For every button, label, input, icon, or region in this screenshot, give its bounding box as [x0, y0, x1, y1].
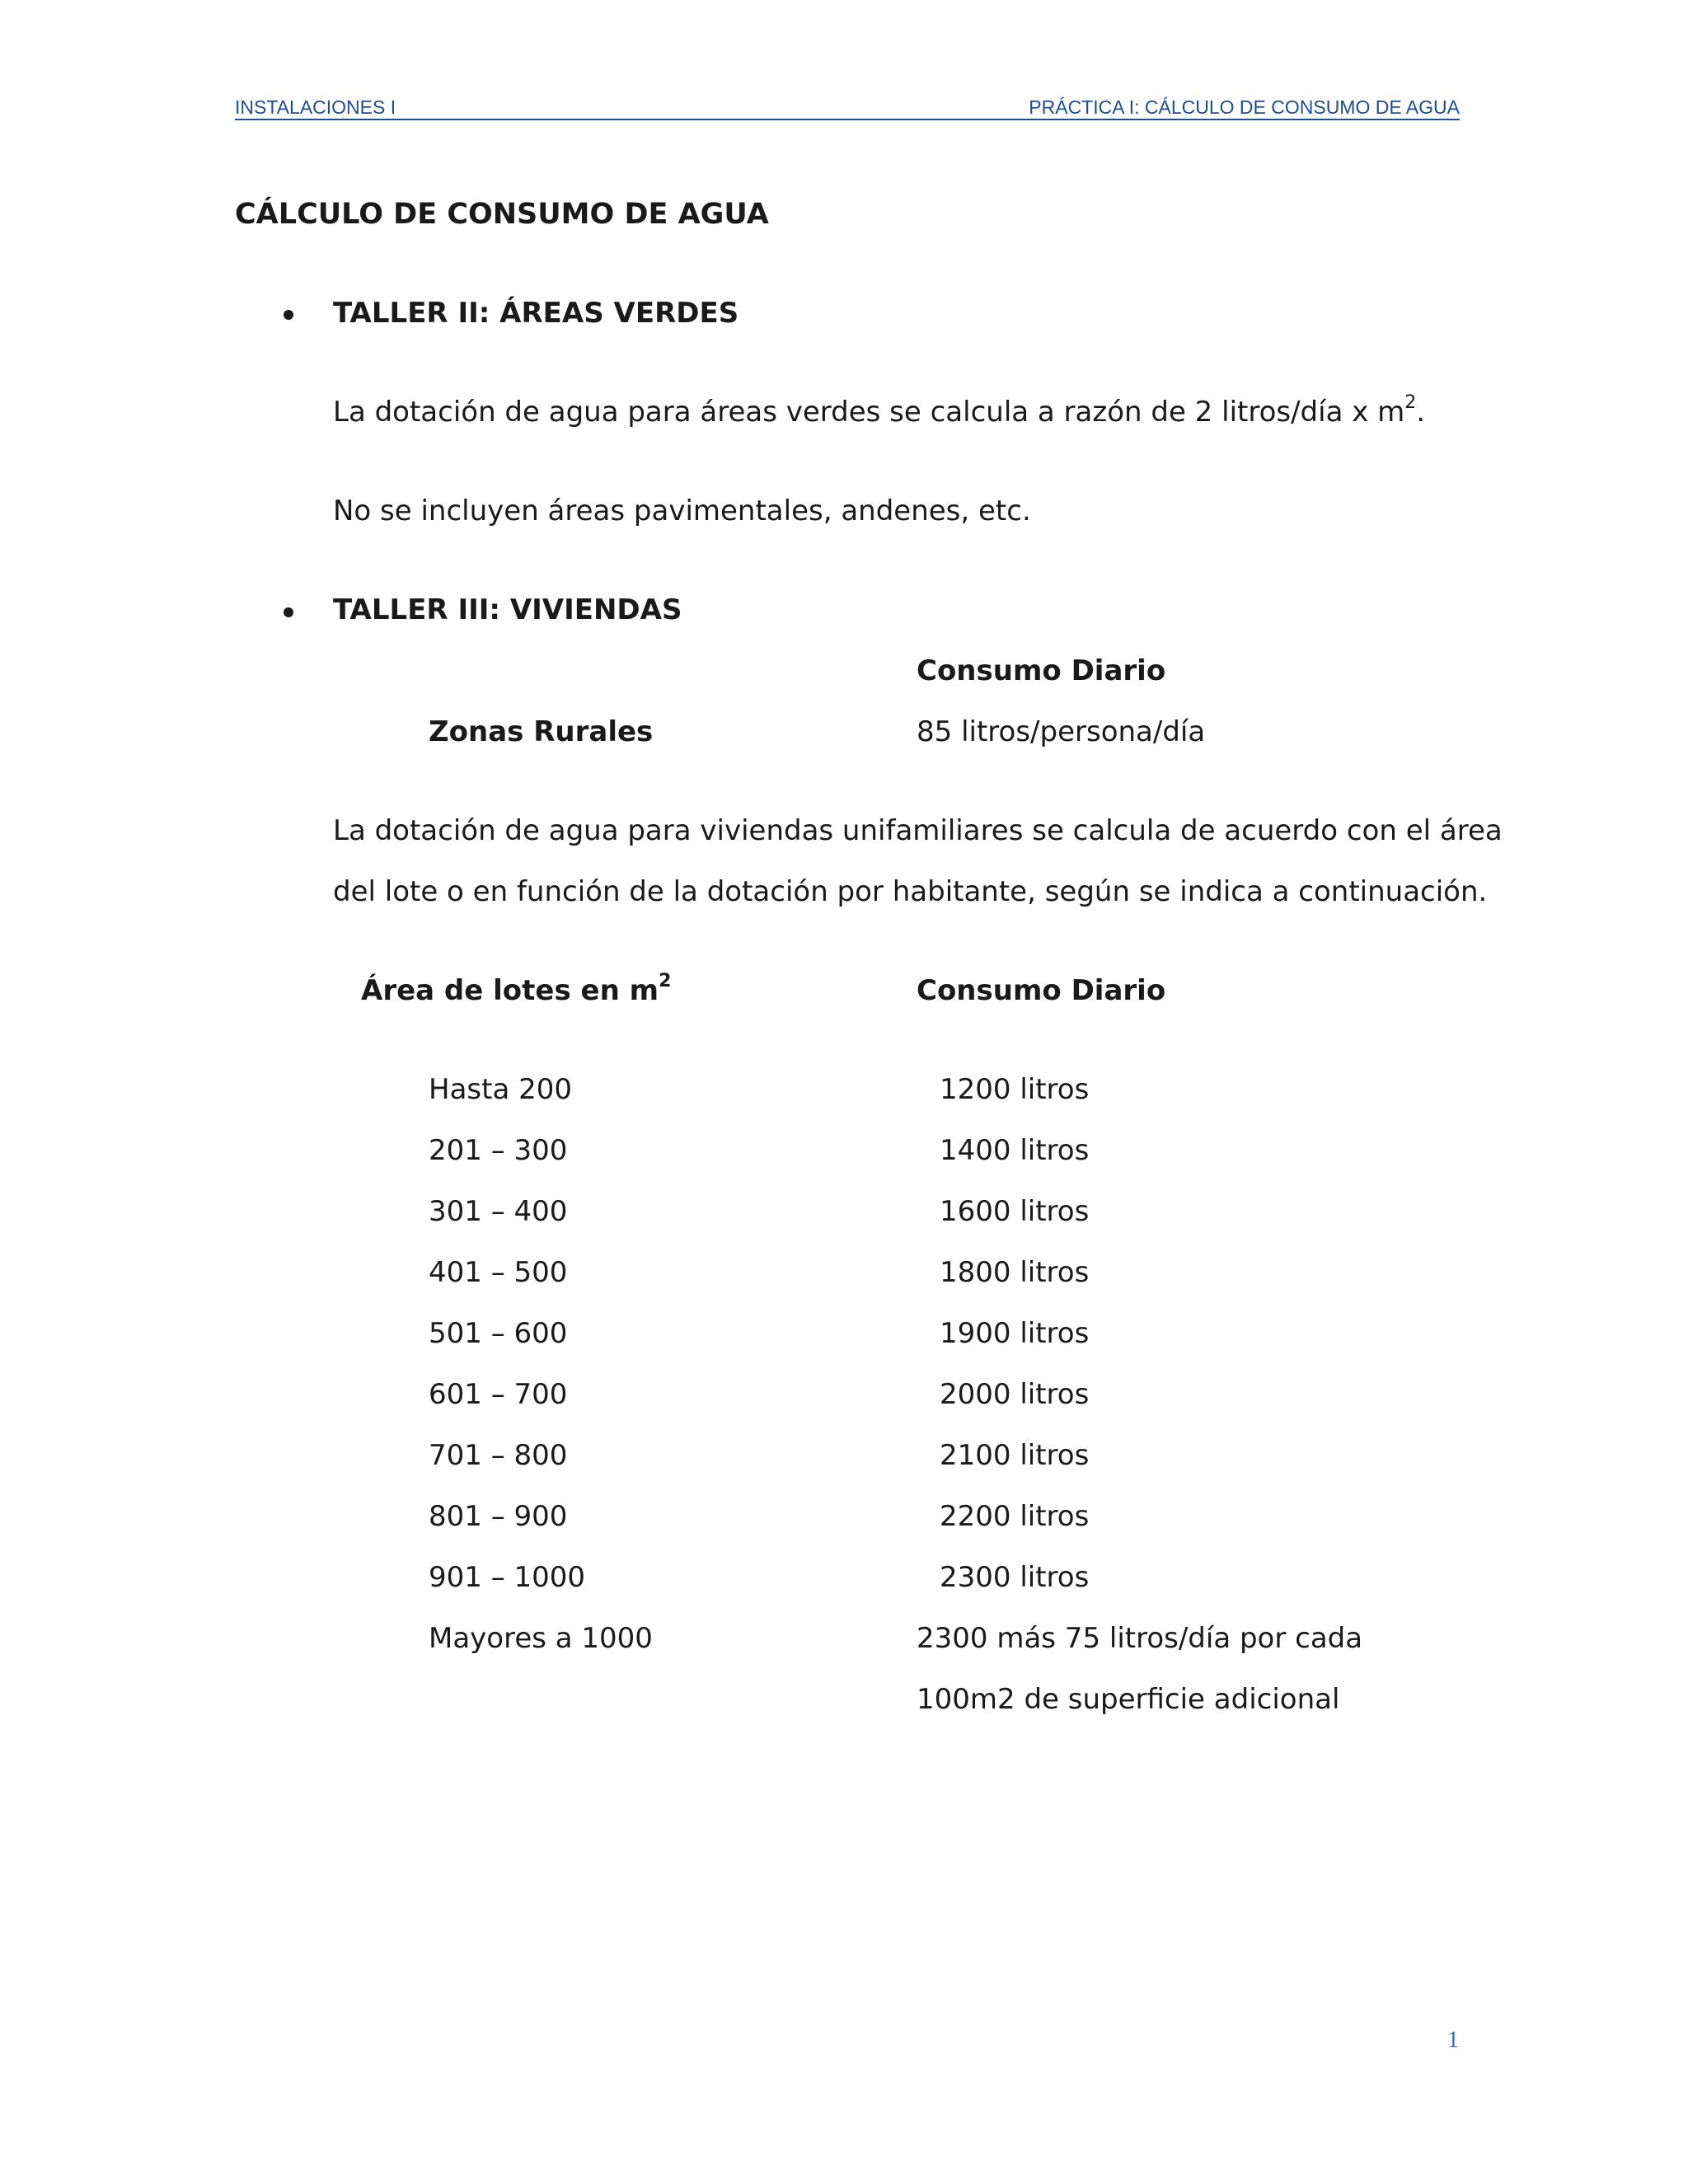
taller2-paragraph-1-text: La dotación de agua para áreas verdes se calcula a razón de 2 litros/día x m [333, 396, 1405, 429]
table-row-area: 401 – 500 [429, 1256, 568, 1289]
table-row-consumo: 2200 litros [940, 1500, 1090, 1533]
table-row-consumo: 1200 litros [940, 1073, 1090, 1106]
table-row-consumo-last-line-1: 2300 más 75 litros/día por cada [917, 1622, 1363, 1655]
taller2-paragraph-1-end: . [1416, 396, 1426, 429]
header-practice: PRÁCTICA I: CÁLCULO DE CONSUMO DE AGUA [1029, 96, 1460, 118]
table-row-consumo: 1800 litros [940, 1256, 1090, 1289]
taller2-paragraph-1 [333, 391, 1426, 429]
table-header-consumo: Consumo Diario [917, 974, 1166, 1007]
table-row-consumo-last-line-2: 100m2 de superficie adicional [917, 1683, 1340, 1716]
table-header-area [361, 970, 672, 1007]
table-row-consumo: 2100 litros [940, 1439, 1090, 1472]
bullet-icon [284, 607, 293, 617]
table-row-area-last: Mayores a 1000 [429, 1622, 653, 1655]
table-row-area: 501 – 600 [429, 1317, 568, 1350]
table-header-area-text: Área de lotes en m [361, 974, 659, 1007]
zonas-rurales-value: 85 litros/persona/día [917, 715, 1206, 748]
table-row-area: 201 – 300 [429, 1134, 568, 1167]
page-title: CÁLCULO DE CONSUMO DE AGUA [235, 198, 769, 231]
table-row-consumo: 1900 litros [940, 1317, 1090, 1350]
table-row-area: 601 – 700 [429, 1378, 568, 1411]
header-course: INSTALACIONES I [235, 96, 396, 118]
taller2-paragraph-2: No se incluyen áreas pavimentales, andenes, etc. [333, 494, 1031, 527]
bullet-icon [284, 310, 293, 320]
taller2-paragraph-1-sup: 2 [1404, 391, 1417, 413]
page-header [235, 96, 1460, 120]
viviendas-paragraph-line-2: del lote o en función de la dotación por habitante, según se indica a continuación. [333, 875, 1488, 908]
table-row-consumo: 1600 litros [940, 1195, 1090, 1228]
zonas-rurales-label: Zonas Rurales [429, 715, 654, 748]
table-row-area: Hasta 200 [429, 1073, 572, 1106]
table-row-area: 901 – 1000 [429, 1561, 586, 1594]
table-row-consumo: 2000 litros [940, 1378, 1090, 1411]
table-row-area: 301 – 400 [429, 1195, 568, 1228]
table-row-consumo: 1400 litros [940, 1134, 1090, 1167]
table-row-area: 801 – 900 [429, 1500, 568, 1533]
viviendas-paragraph-line-1: La dotación de agua para viviendas unifamiliares se calcula de acuerdo con el área [333, 814, 1503, 847]
page-number: 1 [1447, 2027, 1459, 2053]
table-header-area-sup: 2 [659, 970, 672, 991]
table-row-area: 701 – 800 [429, 1439, 568, 1472]
table-row-consumo: 2300 litros [940, 1561, 1090, 1594]
taller3-heading: TALLER III: VIVIENDAS [333, 593, 682, 626]
consumo-diario-header: Consumo Diario [917, 654, 1166, 687]
taller2-heading: TALLER II: ÁREAS VERDES [333, 297, 739, 330]
